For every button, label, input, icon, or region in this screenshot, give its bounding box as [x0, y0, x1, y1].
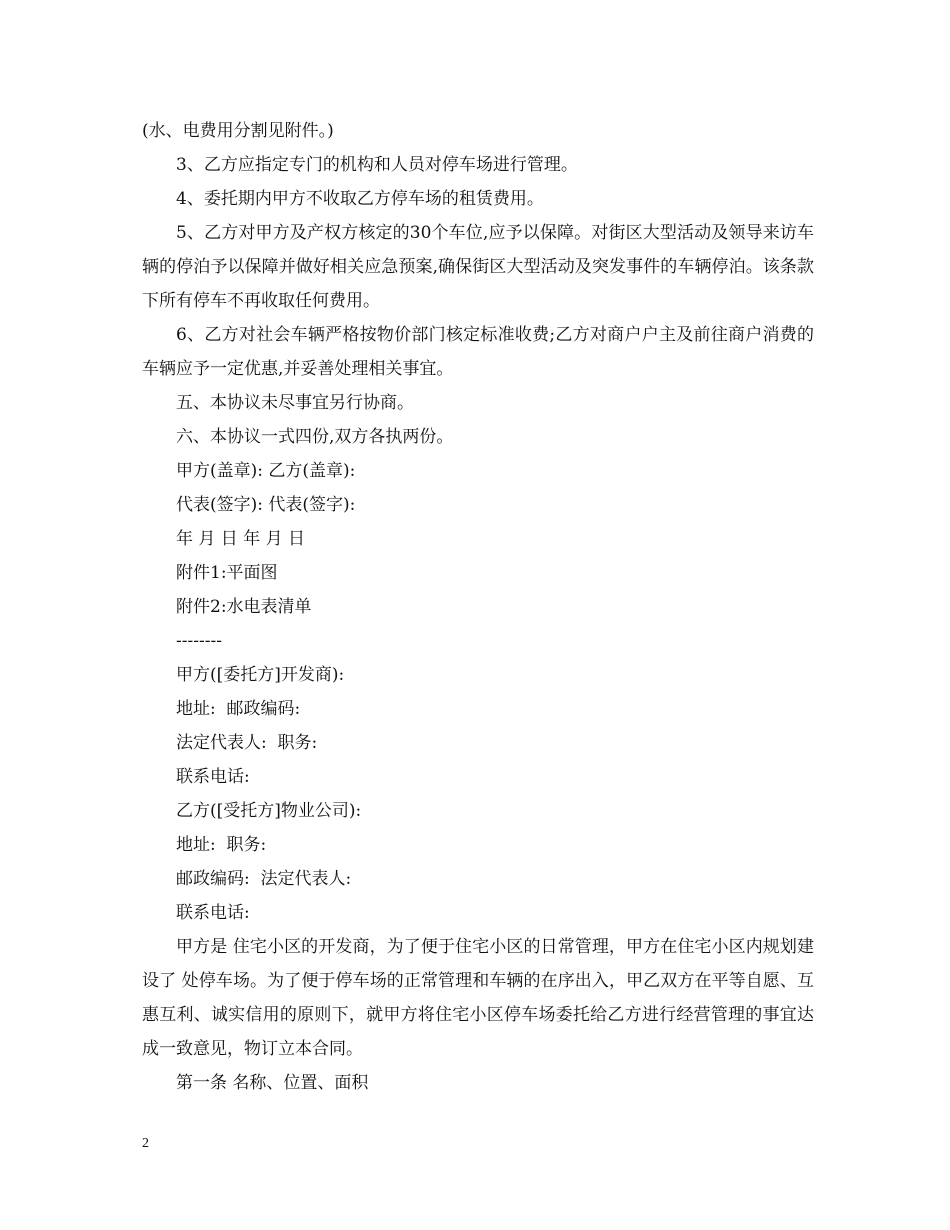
paragraph: (水、电费用分割见附件。)	[142, 121, 334, 141]
signature-line: 代表(签字): 代表(签字):	[176, 495, 356, 515]
party-b-phone: 联系电话:	[176, 903, 250, 923]
paragraph: 甲方是 住宅小区的开发商，为了便于住宅小区的日常管理，甲方在住宅小区内规划建设了 处停车场。为了便于停车场的正常管理和车辆的在序出入，甲乙双方在平等自愿、互惠互利、诚实信用的原则下，就甲方将住宅小区停车场委托给乙方进行经营管理的事宜达成一致意见，物订立本合同。	[142, 937, 814, 1059]
party-a-address: 地址: 邮政编码:	[176, 699, 301, 719]
party-b-postcode: 邮政编码: 法定代表人:	[176, 869, 352, 889]
paragraph: 3、乙方应指定专门的机构和人员对停车场进行管理。	[176, 155, 578, 175]
paragraph: 4、委托期内甲方不收取乙方停车场的租赁费用。	[176, 189, 544, 209]
paragraph: 6、乙方对社会车辆严格按物价部门核定标准收费;乙方对商户户主及前往商户消费的车辆应予一定优惠,并妥善处理相关事宜。	[142, 325, 814, 379]
section-heading: 第一条 名称、位置、面积	[176, 1073, 369, 1093]
attachment-line: 附件1:平面图	[176, 563, 278, 583]
party-a-phone: 联系电话:	[176, 767, 250, 787]
party-a-line: 甲方([委托方]开发商):	[176, 665, 345, 685]
date-line: 年 月 日 年 月 日	[176, 529, 306, 549]
attachment-line: 附件2:水电表清单	[176, 597, 312, 617]
signature-line: 甲方(盖章): 乙方(盖章):	[176, 461, 356, 481]
party-b-line: 乙方([受托方]物业公司):	[176, 801, 362, 821]
document-body	[142, 114, 814, 1100]
paragraph: 五、本协议未尽事宜另行协商。	[176, 393, 414, 413]
party-b-address: 地址: 职务:	[176, 835, 267, 855]
separator: --------	[176, 631, 222, 651]
paragraph: 5、乙方对甲方及产权方核定的30个车位,应予以保障。对街区大型活动及领导来访车辆的停泊予以保障并做好相关应急预案,确保街区大型活动及突发事件的车辆停泊。该条款下所有停车不再收取任何费用。	[142, 223, 814, 311]
paragraph: 六、本协议一式四份,双方各执两份。	[176, 427, 454, 447]
page-number: 2	[142, 1136, 149, 1151]
party-a-representative: 法定代表人: 职务:	[176, 733, 318, 753]
